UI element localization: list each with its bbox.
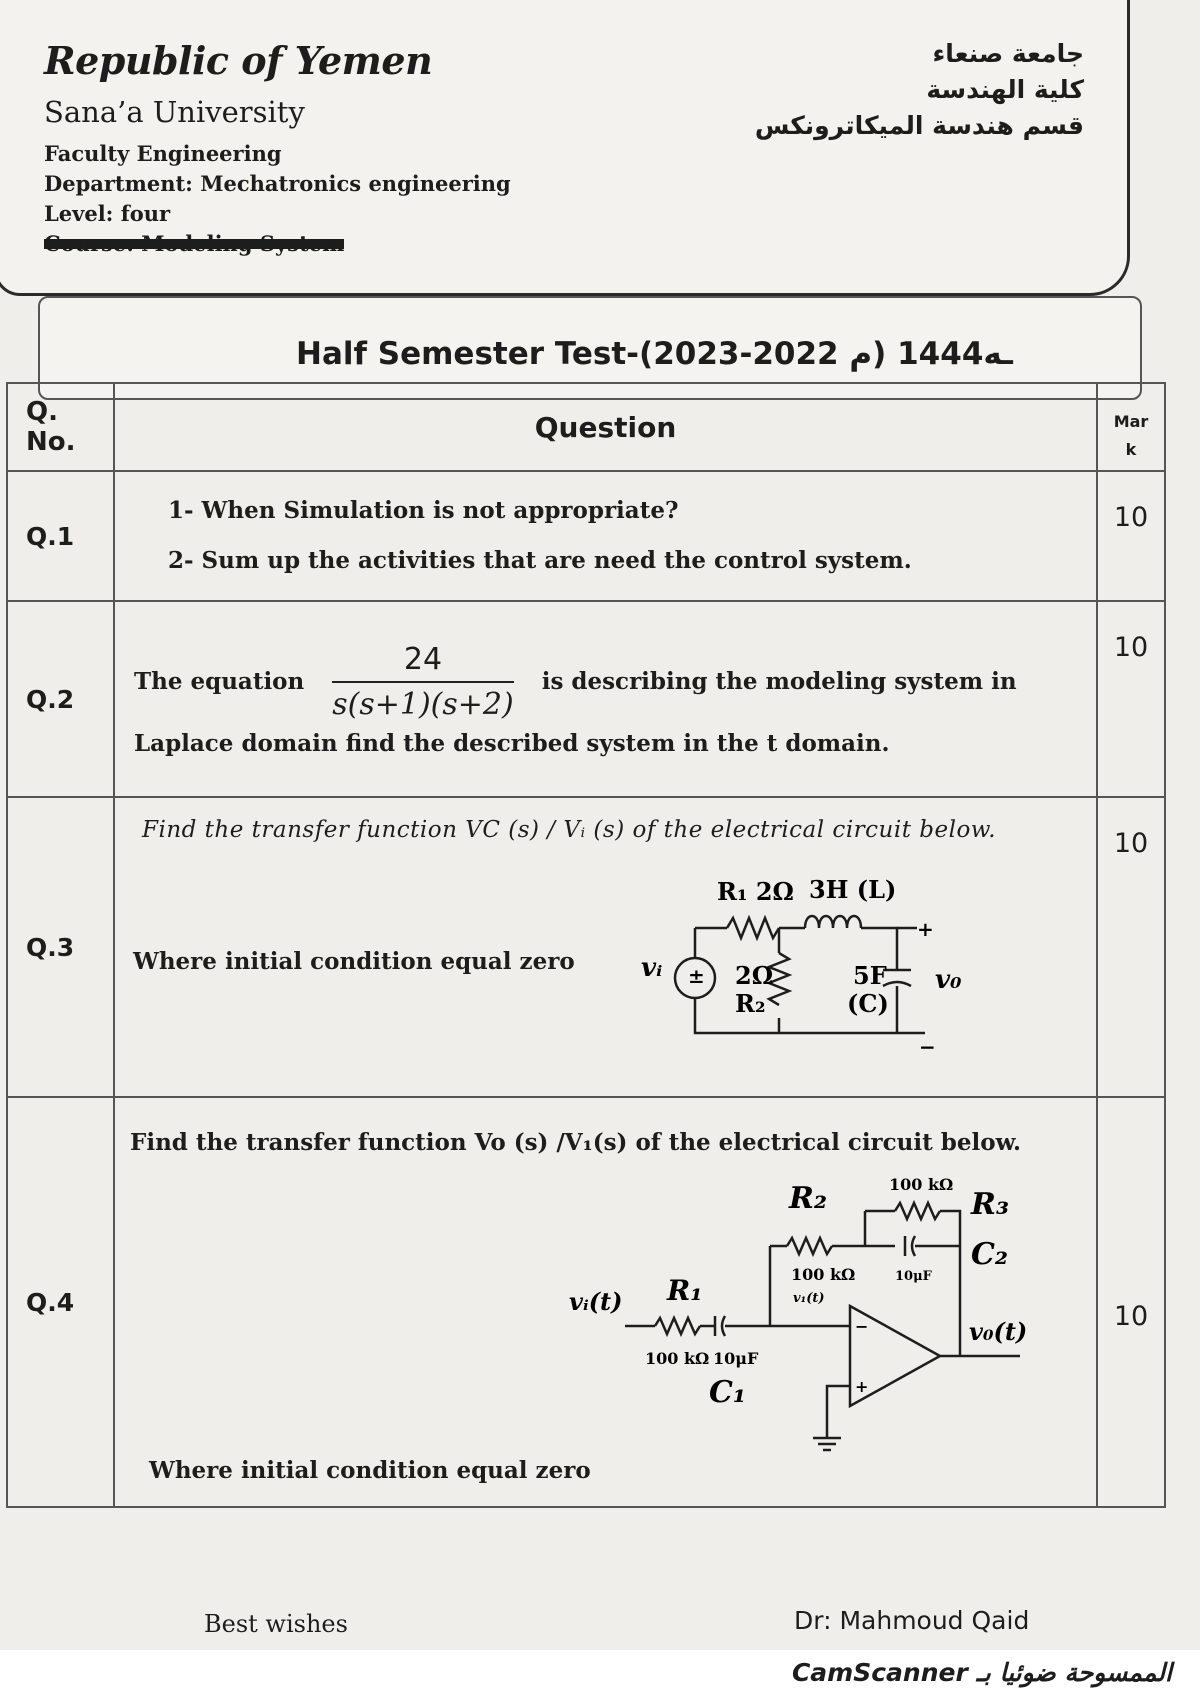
mark-header-top: Mar [1113,411,1149,431]
exam-title: Half Semester Test-ـه1444 (م 2022-2023) [296,336,1013,372]
col-header-mark [1097,383,1165,471]
q3-l-label: 3H (L) [809,875,897,904]
level-line: Level: four [44,201,171,226]
q4-r1-zigzag [655,1318,700,1334]
footer-best-wishes: Best wishes [204,1610,348,1638]
q4-ground [813,1438,841,1450]
q2-fraction [332,642,513,722]
q4-parallel-left [865,1211,895,1246]
question-mark: 10 [1097,1097,1165,1507]
question-body [114,1097,1097,1507]
question-mark: 10 [1097,797,1165,1097]
q4-r3-label: R₃ [971,1187,1010,1222]
mark-header-bottom: k [1125,439,1137,459]
header-right-arabic [755,36,1084,144]
table-row [7,797,1165,1097]
q3-wire-left [695,928,925,1033]
q2-prefix: The equation [134,668,305,695]
col-header-no: Q. No. [7,383,114,471]
q4-prompt: Find the transfer function Vo (s) /V₁(s) of the electrical circuit below. [130,1129,1022,1156]
q2-suffix: is describing the modeling system in [541,668,1017,695]
university-name: Sana’a University [44,95,305,129]
arabic-faculty: كلية الهندسة [926,75,1084,104]
q3-prompt: Find the transfer function VC (s) / Vᵢ (s) of the electrical circuit below. [142,817,997,843]
department-line: Department: Mechatronics engineering [44,171,511,196]
table-row [7,471,1165,601]
q3-r1-zigzag [727,918,779,938]
header-left [44,38,511,259]
q3-r2-label: R₂ [735,989,766,1018]
q4-c2-label: C₂ [971,1237,1009,1272]
question-mark: 10 [1097,471,1165,601]
col-header-question: Question [114,383,1097,471]
q3-r2-value: 2Ω [735,961,774,990]
q4-r2-value: 100 kΩ [791,1265,856,1284]
q4-r2-label: R₂ [789,1181,828,1216]
q3-inductor-coil [805,916,861,928]
question-number: Q.3 [7,797,114,1097]
q3-condition: Where initial condition equal zero [133,948,575,975]
q4-c1-label: C₁ [709,1375,747,1410]
q4-c2-plates [905,1236,915,1256]
faculty-line: Faculty Engineering [44,141,282,166]
table-header-row [7,383,1165,471]
question-number: Q.4 [7,1097,114,1507]
q4-c1-plates [715,1316,725,1336]
q1-line1: 1- When Simulation is not appropriate? [168,497,679,524]
arabic-department: قسم هندسة الميكاترونكس [754,111,1084,140]
q3-minus: − [919,1035,936,1059]
q4-r1-label: R₁ [667,1274,703,1307]
question-body [114,797,1097,1097]
scanner-watermark: CamScanner الممسوحة ضوئيا بـ [791,1658,1172,1687]
q4-opamp-plus: + [855,1377,869,1396]
question-body [114,471,1097,601]
country-title: Republic of Yemen [44,38,433,83]
q4-vo-label: v₀(t) [969,1317,1028,1346]
arabic-university: جامعة صنعاء [932,39,1084,68]
footer-author: Dr: Mahmoud Qaid [794,1606,1030,1635]
q4-opamp-minus: − [855,1317,869,1336]
question-number: Q.1 [7,471,114,601]
q3-c-value: 5F [853,961,887,990]
q3-circuit-diagram [635,858,1075,1078]
q3-c-label: (C) [847,989,889,1018]
question-number: Q.2 [7,601,114,797]
table-row [7,601,1165,797]
q3-r1-label: R₁ 2Ω [717,877,794,906]
scanner-watermark-bar [0,1650,1200,1698]
q3-capacitor-plate-bottom [883,982,911,986]
q2-line2: Laplace domain find the described system in the t domain. [134,729,890,757]
q3-source-plus: ± [688,964,705,988]
q4-r3-wire-right [940,1211,960,1246]
table-row [7,1097,1165,1507]
q3-vi-label: vᵢ [641,953,663,983]
q4-c2-value: 10μF [895,1269,932,1284]
q4-condition: Where initial condition equal zero [149,1457,591,1484]
q4-r3-value: 100 kΩ [889,1176,954,1194]
q2-denominator: s(s+1)(s+2) [332,686,514,722]
q1-line2: 2- Sum up the activities that are need the control system. [168,547,912,574]
q3-plus: + [917,917,934,941]
question-mark: 10 [1097,601,1165,797]
q4-v1-label: v₁(t) [793,1291,825,1306]
q4-r2-zigzag [787,1238,832,1254]
q4-vi-label: vᵢ(t) [569,1287,623,1316]
q4-circuit-diagram [565,1176,1045,1476]
q4-r3-zigzag [895,1203,940,1219]
course-line: Course: Modeling System [44,231,345,256]
q2-numerator: 24 [332,642,513,683]
question-body [114,601,1097,797]
q3-vo-label: v₀ [935,965,962,995]
q4-r1-value: 100 kΩ [645,1349,710,1368]
q4-wire-plus [827,1386,850,1438]
q4-c1-value: 10μF [713,1349,759,1368]
question-table [6,382,1166,1508]
